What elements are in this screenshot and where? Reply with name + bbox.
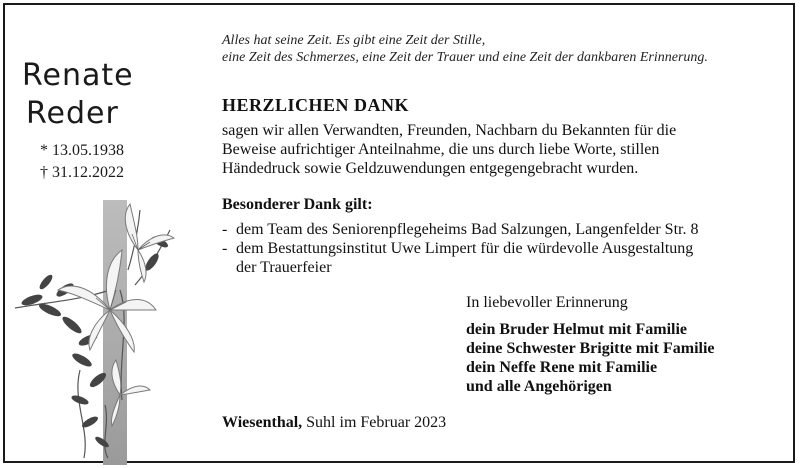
list-dash: - [222, 240, 228, 257]
thanks-line: Beweise aufrichtiger Anteilnahme, die uns durch liebe Worte, stillen [222, 141, 660, 158]
special-thanks-list [222, 220, 782, 277]
signer-line: dein Neffe Rene mit Familie [466, 359, 658, 376]
quote-line: Alles hat seine Zeit. Es gibt eine Zeit der Stille, [222, 33, 486, 48]
quote-line: eine Zeit des Schmerzes, eine Zeit der Trauer und eine Zeit der dankbaren Erinnerung. [222, 50, 708, 65]
lily-flower-image [10, 190, 210, 460]
place-date [222, 414, 446, 432]
place-rest: Suhl im Februar 2023 [302, 414, 447, 431]
memory-label: In liebevoller Erinnerung [466, 294, 628, 311]
thanks-text [222, 121, 782, 178]
thanks-line: Händedruck sowie Geldzuwendungen entgegengebracht wurden. [222, 160, 639, 177]
special-thanks-label: Besonderer Dank gilt: [222, 196, 373, 213]
signer-line: und alle Angehörigen [466, 378, 612, 395]
list-dash: - [222, 221, 228, 238]
thanks-heading: HERZLICHEN DANK [222, 95, 410, 115]
last-name: Reder [26, 96, 119, 131]
signers [466, 320, 715, 396]
left-panel [0, 0, 215, 468]
death-date: † 31.12.2022 [40, 164, 124, 181]
first-name: Renate [22, 58, 134, 93]
list-item [222, 220, 782, 239]
list-item-line: der Trauerfeier [236, 259, 332, 276]
list-item-line: dem Team des Seniorenpflegeheims Bad Salzungen, Langenfelder Str. 8 [236, 221, 699, 238]
signer-line: dein Bruder Helmut mit Familie [466, 321, 688, 338]
birth-date: * 13.05.1938 [40, 142, 124, 159]
place-village: Wiesenthal, [222, 414, 303, 431]
signer-line: deine Schwester Brigitte mit Familie [466, 340, 715, 357]
quote [222, 32, 782, 66]
thanks-line: sagen wir allen Verwandten, Freunden, Nachbarn du Bekannten für die [222, 122, 677, 139]
list-item-line: dem Bestattungsinstitut Uwe Limpert für die würdevolle Ausgestaltung [236, 240, 694, 257]
list-item [222, 239, 782, 277]
